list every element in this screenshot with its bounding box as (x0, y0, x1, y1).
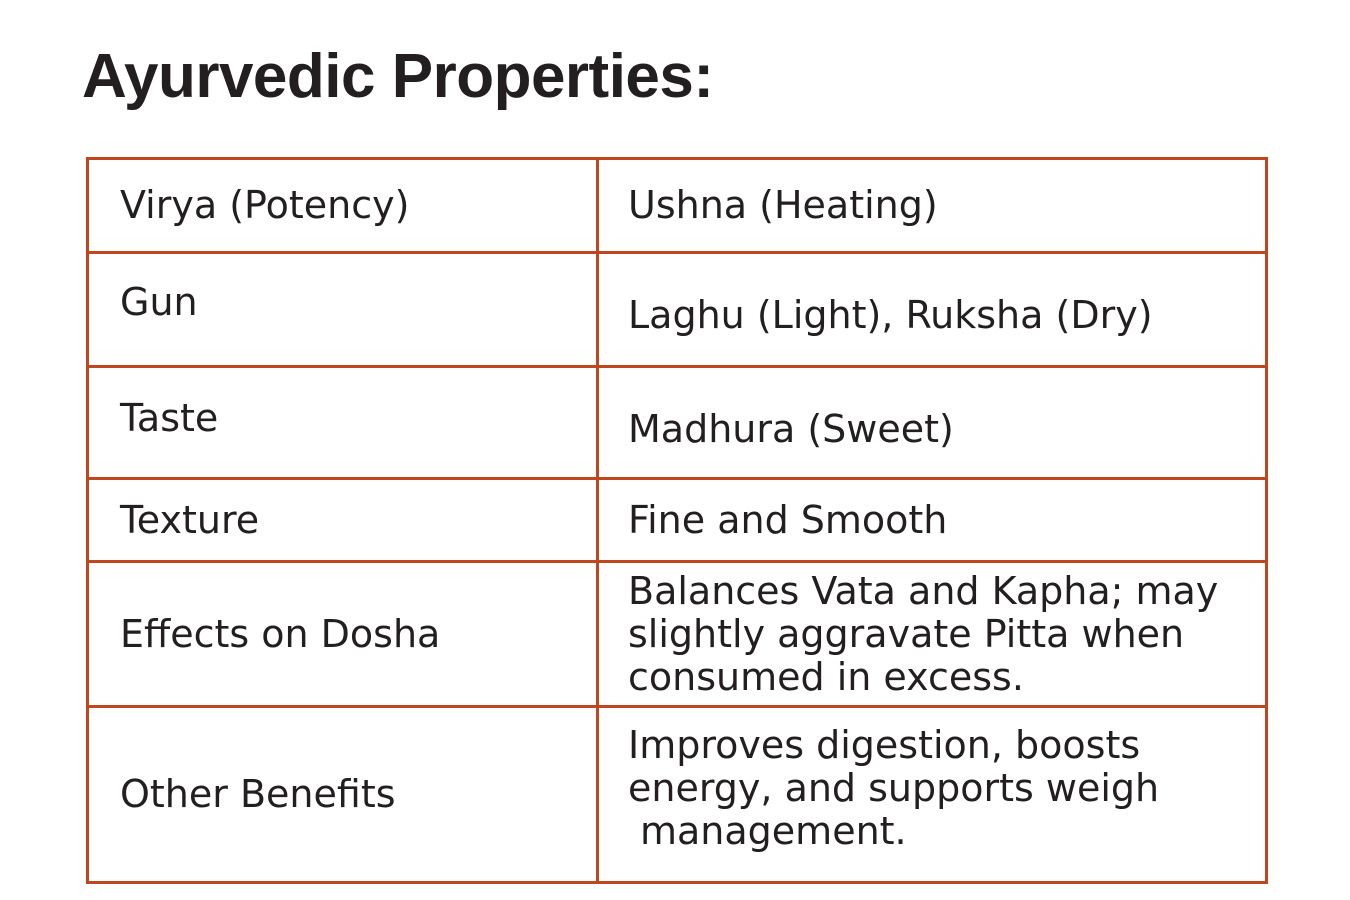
property-value (598, 707, 1267, 883)
value-line: Improves digestion, boosts (628, 723, 1141, 767)
property-name: Gun (88, 253, 598, 367)
table-row (88, 562, 1267, 707)
table-row (88, 479, 1267, 562)
table-row (88, 367, 1267, 479)
table-row (88, 159, 1267, 253)
ayurvedic-properties-table (86, 157, 1268, 884)
property-name: Effects on Dosha (88, 562, 598, 707)
property-value: Madhura (Sweet) (598, 367, 1267, 479)
property-name: Other Benefits (88, 707, 598, 883)
value-line: Balances Vata and Kapha; may (628, 568, 1219, 613)
page-title: Ayurvedic Properties: (82, 42, 714, 111)
property-value: Laghu (Light), Ruksha (Dry) (598, 253, 1267, 367)
table-row (88, 253, 1267, 367)
value-line: slightly aggravate Pitta when (628, 611, 1185, 656)
value-line: management. (640, 809, 907, 853)
value-line: consumed in excess. (628, 654, 1024, 699)
property-name: Virya (Potency) (88, 159, 598, 253)
property-name: Taste (88, 367, 598, 479)
property-value (598, 562, 1267, 707)
table-row (88, 707, 1267, 883)
property-value: Ushna (Heating) (598, 159, 1267, 253)
value-line: energy, and supports weigh (628, 766, 1160, 810)
property-value: Fine and Smooth (598, 479, 1267, 562)
property-name: Texture (88, 479, 598, 562)
